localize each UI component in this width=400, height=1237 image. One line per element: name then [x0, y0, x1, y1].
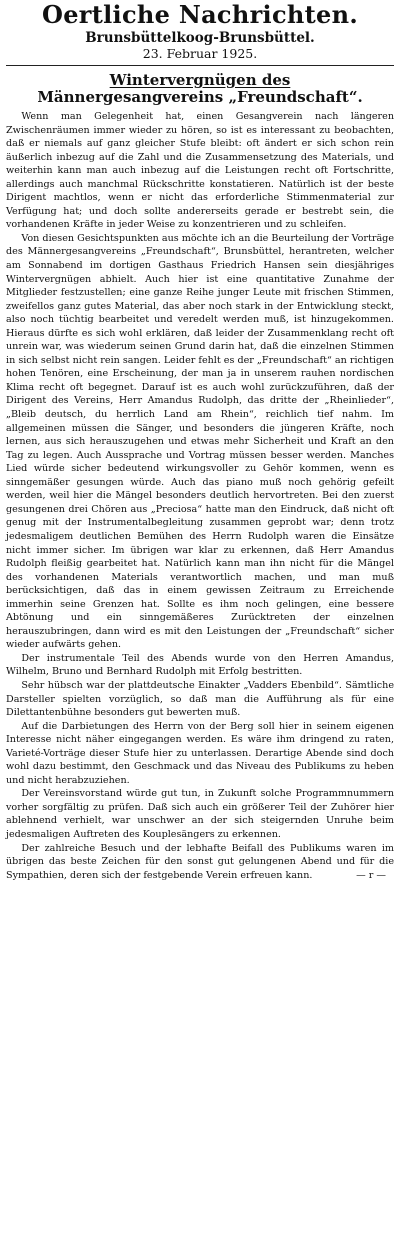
- headline-line-2: Männergesangvereins „Freundschaft“.: [37, 88, 363, 106]
- author-signature: — r —: [356, 869, 386, 881]
- article-paragraph: Auf die Darbietungen des Herrn von der Berg soll hier in seinem eigenen Interesse nicht näher eingegangen werden. Es wäre ihm dringend zu raten, Varieté-Vorträge dieser Stufe hier zu unterlassen. Derartige Abende sind doch wohl dazu bestimmt, den Geschmack und das Niveau des Publikums zu heben und nicht herabzuziehen.: [6, 720, 394, 786]
- article-paragraph: Der Vereinsvorstand würde gut tun, in Zukunft solche Programmnummern vorher sorgfältig zu prüfen. Daß sich auch ein größerer Teil der Zuhörer hier ablehnend verhielt, war unschwer an der sich steigernden Unruhe beim jedesmaligen Auftreten des Kouplesängers zu erkennen.: [6, 788, 394, 840]
- section-title: Oertliche Nachrichten.: [42, 0, 358, 29]
- article-paragraph: Sehr hübsch war der plattdeutsche Einakter „Vadders Ebenbild“. Sämtliche Darsteller spielten vorzüglich, so daß man die Aufführung als für eine Dilettantenbühne besonders gut bewerten muß.: [6, 679, 394, 719]
- article-headline: [6, 72, 394, 106]
- article-paragraph: Der instrumentale Teil des Abends wurde von den Herren Amandus, Wilhelm, Bruno und Bernhard Rudolph mit Erfolg bestritten.: [6, 652, 394, 678]
- article-paragraph: Der zahlreiche Besuch und der lebhafte Beifall des Publikums waren im übrigen das beste Zeichen für den sonst gut gelungenen Abend und für die Sympathien, deren sich der festgebende Verein erfreuen kann.: [6, 842, 394, 881]
- dateline-date: 23. Februar 1925.: [142, 46, 258, 61]
- headline-line-1: Wintervergnügen des: [109, 71, 291, 89]
- article-paragraph: Wenn man Gelegenheit hat, einen Gesangverein nach längeren Zwischenräumen immer wieder zu hören, so ist es interessant zu beobachten, daß er niemals auf ganz gleicher Stufe bleibt: oft ändert er sich schon rein äußerlich inbezug auf die Zahl und die Zusammensetzung des Materials, und weiterhin kann man auch inbezug auf die Leistungen recht oft Fortschritte, allerdings auch manchmal Rückschritte konstatieren. Natürlich ist der beste Dirigent machtlos, wenn er nicht das erforderliche Stimmenmaterial zur Verfügung hat; und doch sollte andererseits gerade er bestrebt sein, die vorhandenen Kräfte in jeder Weise zu konzentrieren und zu schleifen.: [6, 111, 394, 231]
- article-body: [6, 110, 394, 882]
- dateline-place: Brunsbüttelkoog-Brunsbüttel.: [85, 30, 315, 46]
- article-paragraph: Von diesen Gesichtspunkten aus möchte ich an die Beurteilung der Vorträge des Männergesangvereins „Freundschaft“, Brunsbüttel, herantreten, welcher am Sonnabend im dortigen Gasthaus Friedrich Hansen sein diesjähriges Wintervergnügen abhielt. Auch hier ist eine quantitative Zunahme der Mitglieder festzustellen; eine ganze Reihe junger Leute mit frischen Stimmen, zweifellos ganz gutes Material, das aber noch stark in der Entwicklung steckt, also noch tüchtig bearbeitet und veredelt werden muß, ist hinzugekommen. Hieraus dürfte es sich wohl erklären, daß leider der Zusammenklang recht oft unrein war, was wiederum seinen Grund darin hat, daß die einzelnen Stimmen in sich selbst nicht rein sangen. Leider fehlt es der „Freundschaft“ an richtigen hohen Tenören, eine Erscheinung, der man ja in unserem rauhen nordischen Klima recht oft begegnet. Darauf ist es auch wohl zurückzuführen, daß der Dirigent des Vereins, Herr Amandus Rudolph, das dritte der „Rheinlieder“, „Bleib deutsch, du herrlich Land am Rhein“, reichlich tief nahm. Im allgemeinen müssen die Sänger, und besonders die jüngeren Kräfte, noch lernen, aus sich herauszugehen und etwas mehr Sicherheit und Kraft an den Tag zu legen. Auch Aussprache und Vortrag müssen besser werden. Manches Lied würde sicher bedeutend wirkungsvoller zu Gehör kommen, wenn es sinngemäßer gesungen würde. Auch das piano muß noch gehörig gefeilt werden, weil hier die Mängel besonders deutlich hervortreten. Bei den zuerst gesungenen drei Chören aus „Preciosa“ hatte man den Eindruck, daß nicht oft genug mit der Instrumentalbegleitung zusammen geprobt war; denn trotz jedesmaligem deutlichen Bemühen des Herrn Rudolph waren die Einsätze nicht immer sicher. Im übrigen war klar zu erkennen, daß Herr Amandus Rudolph fleißig gearbeitet hat. Natürlich kann man ihn nicht für die Mängel des vorhandenen Materials verantwortlich machen, und man muß berücksichtigen, daß das in einem gewissen Zeitraum zu Erreichende immerhin seine Grenzen hat. Sollte es ihm noch gelingen, eine bessere Abtönung und ein sinngemäßeres Zurücktreten der einzelnen herauszubringen, dann wird es mit den Leistungen der „Freundschaft“ sicher wieder aufwärts gehen.: [6, 232, 394, 651]
- section-divider: [6, 65, 394, 66]
- masthead: [6, 2, 394, 62]
